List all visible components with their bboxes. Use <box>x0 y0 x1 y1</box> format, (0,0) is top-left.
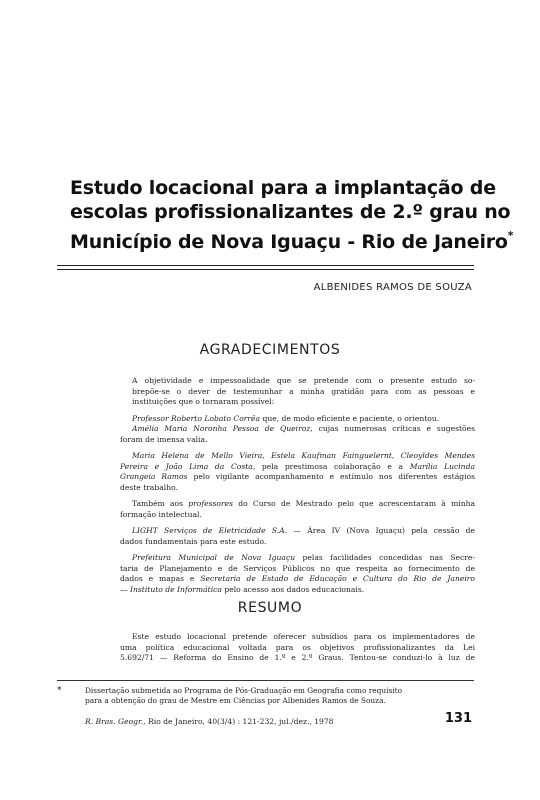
journal-details: Rio de Janeiro, 40(3/4) : 121-232, jul./dez., 1978 <box>148 717 334 726</box>
ack-p5-line-2: formação intelectual. <box>120 509 202 519</box>
ack-p4-rest-3: pelo vigilante acompanhamento e estímulo nos diferentes estágios <box>193 472 475 481</box>
resumo-body <box>120 632 475 664</box>
ack-p5-pre: Também aos <box>132 499 183 508</box>
ack-p7-line-4-rest: pelo acesso aos dados educacionais. <box>224 584 365 594</box>
ack-paragraph-6 <box>120 526 475 547</box>
title-line-3 <box>70 224 514 254</box>
resumo-line-1: Este estudo locacional pretende oferecer subsídios para os implementadores de <box>132 632 475 641</box>
ack-p7-line-4-ital: — Instituto de Informática <box>120 584 222 594</box>
ack-paragraph-5 <box>120 499 475 520</box>
ack-p3-rest: cujas numerosas críticas e sugestões <box>318 424 475 433</box>
ack-p4-name-4: Grangeia Ramos <box>120 472 188 481</box>
ack-paragraph-7 <box>120 553 475 595</box>
ack-p5-mid: do Curso de Mestrado pelo que acrescentaram à minha <box>238 499 476 508</box>
title-line-2: escolas profissionalizantes de 2.º grau no <box>70 201 511 223</box>
ack-p3-line-2: foram de imensa valia. <box>120 434 208 444</box>
ack-p4-line-1 <box>120 451 475 462</box>
ack-p6-ital: LIGHT Serviços de Eletricidade S.A. <box>132 526 288 535</box>
journal-citation <box>85 717 334 726</box>
ack-p4-name-3: Marília Lucinda <box>409 461 475 471</box>
ack-p4-line-3 <box>120 472 475 483</box>
footnote-line-1: Dissertação submetida ao Programa de Pós-Graduação em Geografia como requisito <box>85 686 403 695</box>
ack-p2-rest: que, de modo eficiente e paciente, o orientou. <box>262 413 440 423</box>
page-number: 131 <box>444 711 472 726</box>
resumo-line-2: uma política educacional voltada para os objetivos profissionalizantes da Lei <box>120 642 475 652</box>
title-line-1: Estudo locacional para a implantação de <box>70 177 496 199</box>
ack-p2-line-1 <box>120 414 475 425</box>
resumo-paragraph <box>120 632 475 664</box>
ack-p7-line-3-ital: Secretaria de Estado de Educação e Cultura do Rio de Janeiro <box>200 574 475 583</box>
author-name: ALBENIDES RAMOS DE SOUZA <box>313 282 472 293</box>
ack-p3-name: Amélia Maria Noronha Pessoa de Queiroz, <box>132 424 313 433</box>
ack-p7-line-3-pre: dados e mapas e <box>120 574 195 583</box>
ack-p6-rest: — Área IV (Nova Iguaçu) pela cessão de <box>293 526 475 535</box>
ack-p6-line-1 <box>120 526 475 537</box>
acknowledgments-heading: AGRADECIMENTOS <box>199 342 341 358</box>
ack-paragraph-4 <box>120 451 475 493</box>
acknowledgments-body <box>120 376 475 595</box>
footnote-divider <box>57 680 474 681</box>
footnote-line-2: para a obtenção do grau de Mestre em Ciências por Albenides Ramos de Souza. <box>85 696 386 705</box>
ack-p4-line-2 <box>120 462 475 473</box>
ack-p7-line-3 <box>120 574 475 585</box>
footnote <box>57 686 473 706</box>
ack-p7-rest: pelas facilidades concedidas nas Secre- <box>302 553 475 562</box>
ack-p5-ital: professores <box>188 499 234 508</box>
ack-paragraph-1 <box>120 376 475 408</box>
ack-p4-rest-2: pela prestimosa colaboração e a <box>261 461 404 471</box>
article-title <box>70 176 514 254</box>
ack-p4-names-1: Maria Helena de Mello Vieira, Estela Kaufman Fainguelernt, Cleoyldes Mendes <box>132 451 475 460</box>
title-footnote-mark: * <box>507 229 514 242</box>
ack-p1-line-3: instituições que o tornaram possível: <box>132 397 275 406</box>
ack-paragraph-3 <box>120 424 475 445</box>
ack-p2-name: Professor Roberto Lobato Corrêa <box>132 413 261 423</box>
journal-name: R. Bras. Geogr., <box>85 717 146 726</box>
resumo-line-3: 5.692/71 — Reforma do Ensino de 1.º e 2.º Graus. Tentou-se conduzi-lo à luz de <box>120 653 475 662</box>
ack-paragraph-2 <box>120 414 475 425</box>
ack-p7-line-1 <box>120 553 475 564</box>
resumo-heading: RESUMO <box>237 600 303 616</box>
ack-p1-line-1: A objetividade e impessoalidade que se pretende com o presente estudo so- <box>132 376 475 385</box>
ack-p4-names-2: Pereira e João Lima da Costa, <box>120 461 256 471</box>
footnote-mark: * <box>57 686 62 696</box>
ack-p7-line-4 <box>120 585 475 596</box>
ack-p3-line-1 <box>120 424 475 435</box>
ack-p7-line-2: taria de Planejamento e de Serviços Públicos no que respeita ao fornecimento de <box>120 563 475 573</box>
ack-p7-ital: Prefeitura Municipal de Nova Iguaçu <box>132 553 296 562</box>
ack-p6-line-2: dados fundamentais para este estudo. <box>120 536 267 546</box>
ack-p1-line-2: brepõe-se o dever de testemunhar a minha gratidão para com as pessoas e <box>132 386 475 396</box>
ack-p5-line-1 <box>120 499 475 510</box>
ack-p4-line-4: deste trabalho. <box>120 482 178 492</box>
title-divider <box>57 265 474 270</box>
title-line-3-text: Município de Nova Iguaçu - Rio de Janeiro <box>70 231 508 253</box>
